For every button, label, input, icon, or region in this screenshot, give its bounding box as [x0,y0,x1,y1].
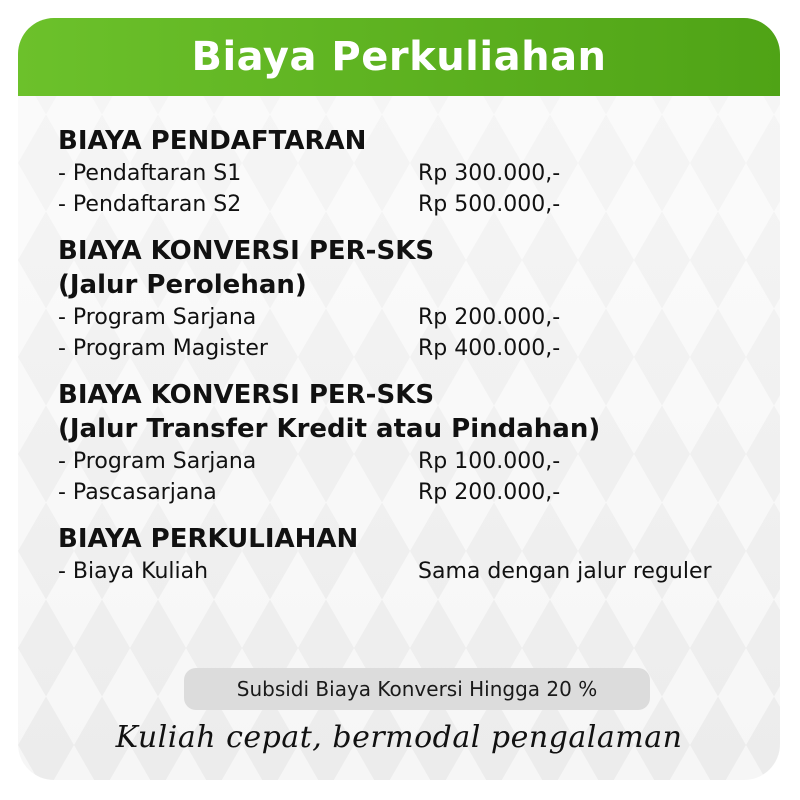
section-subtitle: (Jalur Perolehan) [58,270,307,300]
fee-value: Rp 400.000,- [418,336,561,361]
fee-row [58,446,758,477]
fee-value: Sama dengan jalur reguler [418,559,712,584]
section-title: BIAYA KONVERSI PER-SKS [58,380,435,410]
page-title: Biaya Perkuliahan [191,34,607,80]
fee-row [58,556,758,587]
fee-label: - Program Magister [58,336,268,361]
section-tuition-fee [58,522,758,587]
fee-value: Rp 200.000,- [418,480,561,505]
fee-label: - Pendaftaran S2 [58,192,242,217]
fee-list [58,124,758,587]
fee-row [58,477,758,508]
fee-value: Rp 300.000,- [418,161,561,186]
fee-card [18,18,780,780]
section-registration-fee [58,124,758,220]
fee-label: - Pendaftaran S1 [58,161,242,186]
header-banner [18,18,780,96]
section-title: BIAYA PERKULIAHAN [58,524,359,554]
fee-row [58,333,758,364]
section-conversion-fee-transfer [58,378,758,508]
section-title: BIAYA PENDAFTARAN [58,126,367,156]
fee-label: - Pascasarjana [58,480,217,505]
fee-row [58,189,758,220]
section-subtitle: (Jalur Transfer Kredit atau Pindahan) [58,414,601,444]
fee-value: Rp 200.000,- [418,305,561,330]
section-conversion-fee-acquisition [58,234,758,364]
fee-value: Rp 500.000,- [418,192,561,217]
fee-row [58,302,758,333]
fee-label: - Program Sarjana [58,449,257,474]
fee-value: Rp 100.000,- [418,449,561,474]
fee-label: - Program Sarjana [58,305,257,330]
fee-label: - Biaya Kuliah [58,559,209,584]
tagline: Kuliah cepat, bermodal pengalaman [115,720,683,755]
section-title: BIAYA KONVERSI PER-SKS [58,236,435,266]
fee-row [58,158,758,189]
subsidy-badge: Subsidi Biaya Konversi Hingga 20 % [184,668,650,710]
